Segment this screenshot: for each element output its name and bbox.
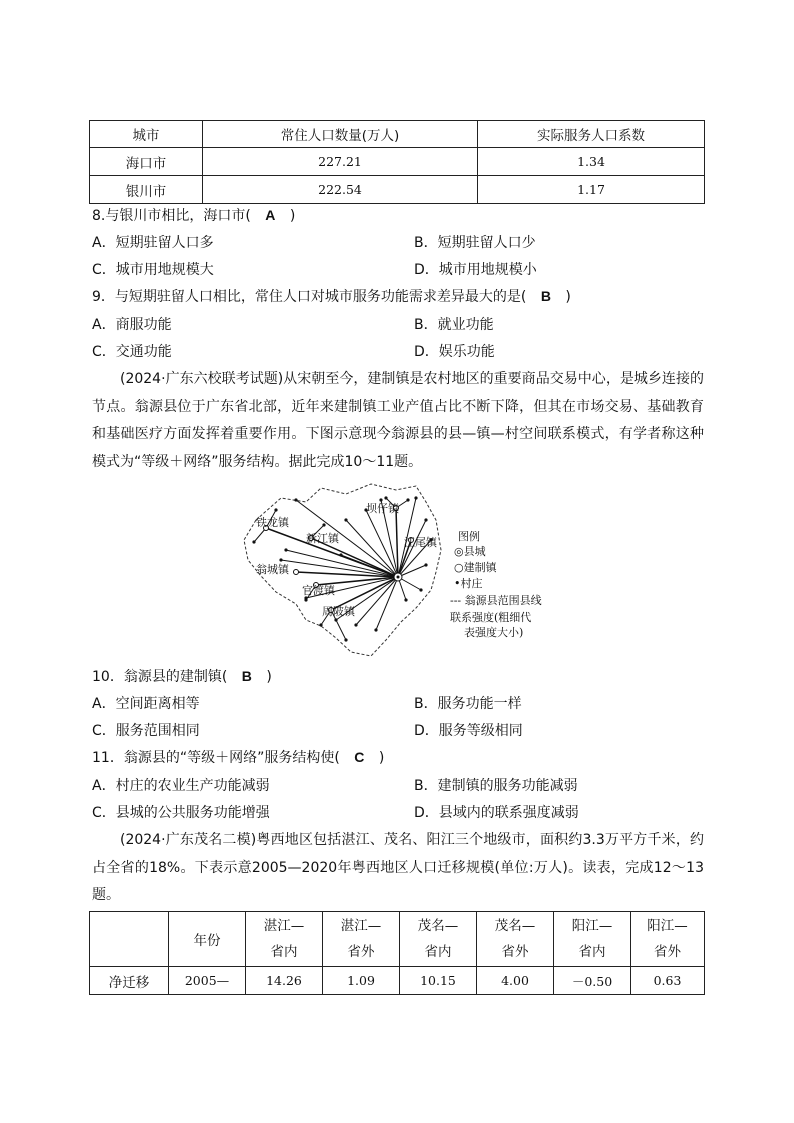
option: B．就业功能 xyxy=(414,317,494,333)
table-header-cell xyxy=(554,912,631,967)
table-cell: 1.34 xyxy=(478,148,705,176)
map-legend xyxy=(450,529,542,639)
header-line: 湛江— xyxy=(340,918,382,934)
town-label: 官渡镇 xyxy=(302,584,335,597)
town-label: 铁龙镇 xyxy=(256,516,289,529)
table-cell: 净迁移 xyxy=(90,967,169,995)
table-cell: 0.63 xyxy=(631,967,705,995)
passage: (2024·广东茂名二模)粤西地区包括湛江、茂名、阳江三个地级市，面积约3.3万平方千米，约占全省的18%。下表示意2005—2020年粤西地区人口迁移规模(单位:万人)。读表，完成12～13题。 xyxy=(92,832,704,903)
question-stem: 10．翁源县的建制镇( xyxy=(92,669,228,685)
question-11 xyxy=(92,747,384,767)
header-line: 省内 xyxy=(578,944,606,960)
passage: (2024·广东六校联考试题)从宋朝至今，建制镇是农村地区的重要商品交易中心，是城乡连接的节点。翁源县位于广东省北部，近年来建制镇工业产值占比不断下降，但其在市场交易、基础教育和基础医疗方面发挥着重要作用。下图示意现今翁源县的县—镇—村空间联系模式，有学者称这种模式为“等级＋网络”服务结构。据此完成10～11题。 xyxy=(92,371,704,470)
map-figure xyxy=(236,480,596,662)
town-label: 江尾镇 xyxy=(404,536,437,549)
table-cell: 4.00 xyxy=(477,967,554,995)
header-line: 省内 xyxy=(424,944,452,960)
table-cell: 10.15 xyxy=(400,967,477,995)
question-10 xyxy=(92,666,272,686)
table-header-cell xyxy=(90,912,169,967)
table-header-cell xyxy=(246,912,323,967)
legend-item: --- 翁源县范围县线 xyxy=(450,594,542,607)
option: B．服务功能一样 xyxy=(414,696,522,712)
table-cell: 2005— xyxy=(169,967,246,995)
table-cell: 14.26 xyxy=(246,967,323,995)
town-label: 翁城镇 xyxy=(256,563,289,576)
option: A．空间距离相等 xyxy=(92,696,200,712)
table-header-cell: 城市 xyxy=(90,121,203,148)
option: C．交通功能 xyxy=(92,344,172,360)
question-stem: 11．翁源县的“等级＋网络”服务结构使( xyxy=(92,750,340,766)
town-label: 坝仔镇 xyxy=(366,502,399,515)
option: B．短期驻留人口少 xyxy=(414,235,536,251)
header-line: 茂名— xyxy=(417,918,459,934)
option: C．服务范围相同 xyxy=(92,723,200,739)
table-cell: －0.50 xyxy=(554,967,631,995)
option: A．商服功能 xyxy=(92,317,172,333)
table-header-cell xyxy=(400,912,477,967)
table-cell: 227.21 xyxy=(203,148,478,176)
answer: A xyxy=(265,207,276,223)
answer: C xyxy=(354,749,365,765)
bracket: ) xyxy=(266,669,272,685)
option: A．村庄的农业生产功能减弱 xyxy=(92,778,270,794)
option: D．城市用地规模小 xyxy=(414,262,537,278)
option: C．县城的公共服务功能增强 xyxy=(92,805,270,821)
header-line: 湛江— xyxy=(263,918,305,934)
answer: B xyxy=(241,668,252,684)
header-line: 省外 xyxy=(654,944,681,960)
option: A．短期驻留人口多 xyxy=(92,235,214,251)
table-header-cell: 年份 xyxy=(169,912,246,967)
option: C．城市用地规模大 xyxy=(92,262,214,278)
legend-item: 联系强度(粗细代 xyxy=(450,611,532,624)
answer: B xyxy=(540,288,551,304)
town-label: 新江镇 xyxy=(306,532,339,545)
table-header-cell xyxy=(477,912,554,967)
town-label: 周陂镇 xyxy=(322,605,355,618)
bracket: ) xyxy=(378,750,385,766)
header-line: 省内 xyxy=(270,944,298,960)
table-cell: 1.09 xyxy=(323,967,400,995)
legend-item: ○建制镇 xyxy=(454,561,497,574)
table-header-cell xyxy=(323,912,400,967)
option: D．服务等级相同 xyxy=(414,723,523,739)
header-line: 阳江— xyxy=(647,918,688,934)
bracket: ) xyxy=(289,208,296,224)
table-cell: 1.17 xyxy=(478,176,705,204)
bracket: ) xyxy=(565,289,571,305)
question-stem: 8.与银川市相比，海口市( xyxy=(92,208,251,224)
table-cell: 银川市 xyxy=(90,176,203,204)
question-9 xyxy=(92,286,571,306)
option: D．县域内的联系强度减弱 xyxy=(414,805,579,821)
table-header-cell: 实际服务人口系数 xyxy=(478,121,705,148)
option: B．建制镇的服务功能减弱 xyxy=(414,778,578,794)
table-cell: 海口市 xyxy=(90,148,203,176)
table-header-cell: 常住人口数量(万人) xyxy=(203,121,478,148)
header-line: 省外 xyxy=(501,944,529,960)
header-line: 茂名— xyxy=(494,918,536,934)
header-line: 省外 xyxy=(347,944,375,960)
legend-item: ◎县城 xyxy=(454,545,486,558)
table-header-cell xyxy=(631,912,705,967)
question-8 xyxy=(92,205,295,225)
legend-item: 表强度大小) xyxy=(464,626,524,639)
table-cell: 222.54 xyxy=(203,176,478,204)
option: D．娱乐功能 xyxy=(414,344,495,360)
legend-title: 图例 xyxy=(458,530,480,543)
county-seat-icon xyxy=(394,573,402,581)
legend-item: •村庄 xyxy=(454,577,483,590)
question-stem: 9．与短期驻留人口相比，常住人口对城市服务功能需求差异最大的是( xyxy=(92,289,527,305)
header-line: 阳江— xyxy=(571,918,613,934)
population-table xyxy=(89,120,705,204)
migration-table xyxy=(89,911,705,995)
